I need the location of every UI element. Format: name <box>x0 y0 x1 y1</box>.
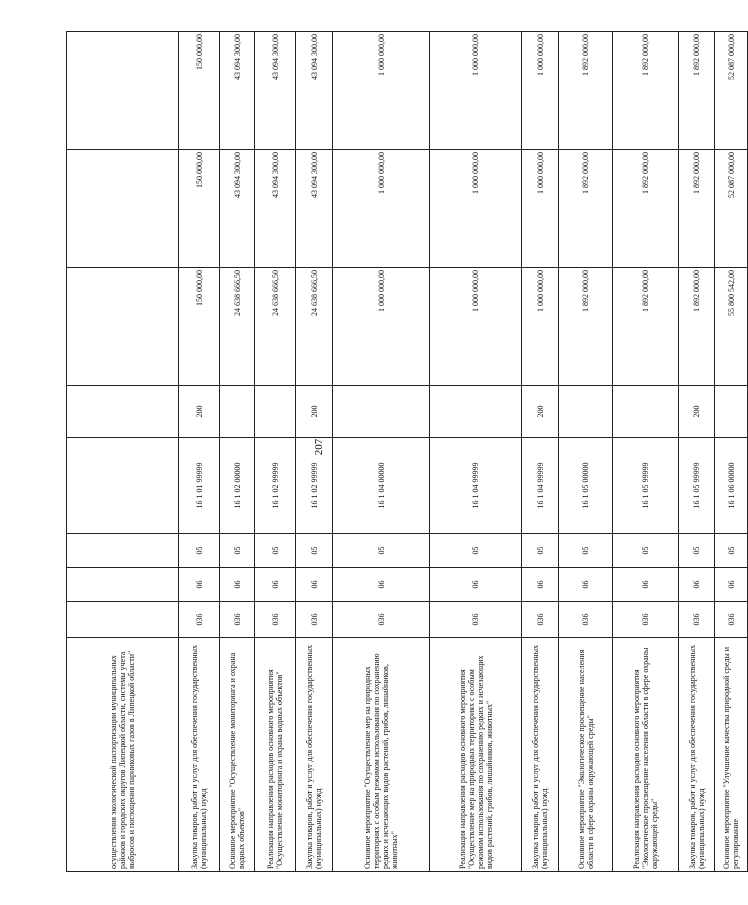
table-row <box>715 32 748 872</box>
table-row <box>430 32 522 872</box>
cell-s2: 43 094 300,00 <box>220 150 255 268</box>
cell-grbs: 036 <box>715 602 748 638</box>
cell-s2: 1 000 000,00 <box>333 150 430 268</box>
cell-s2: 150 000,00 <box>179 150 220 268</box>
cell-csr: 16 1 02 99999 <box>296 438 333 534</box>
cell-csr: 16 1 04 99999 <box>430 438 522 534</box>
cell-name: Закупка товаров, работ и услуг для обеспечения государственных (муниципальных) нужд <box>179 638 220 872</box>
cell-name: Закупка товаров, работ и услуг для обеспечения государственных (муниципальных) нужд <box>679 638 715 872</box>
cell-name: Основное мероприятие "Улучшение качества природной среды и регулирование <box>715 638 748 872</box>
cell-grbs: 036 <box>220 602 255 638</box>
cell-pr <box>67 534 179 568</box>
cell-vr <box>430 386 522 438</box>
cell-rz: 06 <box>220 568 255 602</box>
cell-grbs: 036 <box>296 602 333 638</box>
cell-s2: 1 000 000,00 <box>522 150 559 268</box>
cell-s3: 1 000 000,00 <box>430 32 522 150</box>
cell-vr <box>559 386 613 438</box>
cell-s3: 1 892 000,00 <box>679 32 715 150</box>
cell-s3: 1 000 000,00 <box>522 32 559 150</box>
cell-s1: 1 000 000,00 <box>430 268 522 386</box>
cell-pr: 05 <box>220 534 255 568</box>
cell-s1: 24 638 666,50 <box>255 268 296 386</box>
cell-s2: 43 094 300,00 <box>255 150 296 268</box>
cell-pr: 05 <box>559 534 613 568</box>
cell-name: Реализация направления расходов основного мероприятия "Осуществление мер на природных территориях с особым режимом использования по сохранению редких и исчезающих видов растений, грибов, лишайников, животных" <box>430 638 522 872</box>
table-row <box>613 32 679 872</box>
cell-vr <box>715 386 748 438</box>
cell-grbs: 036 <box>679 602 715 638</box>
cell-s2: 1 892 000,00 <box>559 150 613 268</box>
cell-vr: 200 <box>179 386 220 438</box>
cell-vr <box>255 386 296 438</box>
cell-rz: 06 <box>522 568 559 602</box>
cell-name: Закупка товаров, работ и услуг для обеспечения государственных (муниципальных) нужд <box>296 638 333 872</box>
cell-s3 <box>67 32 179 150</box>
cell-vr <box>613 386 679 438</box>
cell-s2 <box>67 150 179 268</box>
cell-vr <box>220 386 255 438</box>
cell-s2: 1 892 000,00 <box>613 150 679 268</box>
cell-s2: 52 087 000,00 <box>715 150 748 268</box>
cell-rz: 06 <box>296 568 333 602</box>
table-row <box>179 32 220 872</box>
table-row <box>333 32 430 872</box>
cell-name: Основное мероприятие "Экологическое просвещение населения области в сфере охраны окружающей среды" <box>559 638 613 872</box>
table-row <box>220 32 255 872</box>
cell-name: Реализация направления расходов основного мероприятия "Экологическое просвещение населения области в сфере охраны окружающей среды" <box>613 638 679 872</box>
cell-grbs: 036 <box>613 602 679 638</box>
cell-s3: 43 094 300,00 <box>255 32 296 150</box>
cell-s1: 55 800 542,00 <box>715 268 748 386</box>
cell-s3: 1 892 000,00 <box>613 32 679 150</box>
cell-s3: 43 094 300,00 <box>296 32 333 150</box>
cell-pr: 05 <box>333 534 430 568</box>
cell-name: Основное мероприятие "Осуществление мониторинга и охрана водных объектов" <box>220 638 255 872</box>
cell-rz: 06 <box>255 568 296 602</box>
table-row <box>522 32 559 872</box>
cell-name: Основное мероприятие "Осуществление мер на природных территориях с особым режимом использования по сохранению редких и исчезающих видов растений, грибов, лишайников, животных" <box>333 638 430 872</box>
cell-rz: 06 <box>679 568 715 602</box>
cell-grbs: 036 <box>333 602 430 638</box>
cell-vr <box>67 386 179 438</box>
cell-vr: 200 <box>679 386 715 438</box>
cell-grbs <box>67 602 179 638</box>
budget-table <box>66 31 748 872</box>
cell-s2: 1 000 000,00 <box>430 150 522 268</box>
cell-rz: 06 <box>559 568 613 602</box>
cell-csr: 16 1 04 99999 <box>522 438 559 534</box>
cell-grbs: 036 <box>179 602 220 638</box>
cell-rz: 06 <box>179 568 220 602</box>
cell-s1: 24 638 666,50 <box>220 268 255 386</box>
budget-table-wrapper <box>66 32 740 872</box>
cell-s1: 1 892 000,00 <box>679 268 715 386</box>
cell-s2: 43 094 300,00 <box>296 150 333 268</box>
cell-name: осуществления экологической паспортизации муниципальных районов и городских округов Липецкой области, системы учета выбросов и поглощения парниковых газов в Липецкой области" <box>67 638 179 872</box>
cell-s3: 43 094 300,00 <box>220 32 255 150</box>
cell-grbs: 036 <box>255 602 296 638</box>
cell-rz <box>67 568 179 602</box>
cell-name: Закупка товаров, работ и услуг для обеспечения государственных (муниципальных) нужд <box>522 638 559 872</box>
cell-pr: 05 <box>255 534 296 568</box>
cell-pr: 05 <box>430 534 522 568</box>
cell-pr: 05 <box>679 534 715 568</box>
cell-csr: 16 1 05 99999 <box>613 438 679 534</box>
cell-pr: 05 <box>296 534 333 568</box>
cell-grbs: 036 <box>559 602 613 638</box>
cell-s1: 1 892 000,00 <box>559 268 613 386</box>
cell-grbs: 036 <box>522 602 559 638</box>
table-row <box>559 32 613 872</box>
cell-csr: 16 1 05 99999 <box>679 438 715 534</box>
cell-pr: 05 <box>613 534 679 568</box>
cell-vr: 200 <box>522 386 559 438</box>
cell-s1: 24 638 666,50 <box>296 268 333 386</box>
cell-s1: 150 000,00 <box>179 268 220 386</box>
cell-csr: 16 1 05 00000 <box>559 438 613 534</box>
cell-s1: 1 000 000,00 <box>522 268 559 386</box>
cell-csr <box>67 438 179 534</box>
cell-s3: 150 000,00 <box>179 32 220 150</box>
cell-s3: 1 000 000,00 <box>333 32 430 150</box>
cell-name: Реализация направления расходов основного мероприятия "Осуществление мониторинга и охрана водных объектов" <box>255 638 296 872</box>
cell-s2: 1 892 000,00 <box>679 150 715 268</box>
cell-csr: 16 1 04 00000 <box>333 438 430 534</box>
cell-csr: 16 1 01 99999 <box>179 438 220 534</box>
cell-s1 <box>67 268 179 386</box>
cell-pr: 05 <box>715 534 748 568</box>
cell-vr <box>333 386 430 438</box>
cell-rz: 06 <box>430 568 522 602</box>
table-body <box>67 32 748 872</box>
cell-rz: 06 <box>333 568 430 602</box>
cell-pr: 05 <box>522 534 559 568</box>
page-number: 207 <box>313 438 325 456</box>
cell-grbs: 036 <box>430 602 522 638</box>
cell-vr: 200 <box>296 386 333 438</box>
cell-s3: 52 087 000,00 <box>715 32 748 150</box>
cell-csr: 16 1 02 99999 <box>255 438 296 534</box>
cell-rz: 06 <box>613 568 679 602</box>
cell-s1: 1 892 000,00 <box>613 268 679 386</box>
table-row <box>255 32 296 872</box>
cell-pr: 05 <box>179 534 220 568</box>
table-row <box>679 32 715 872</box>
table-row <box>296 32 333 872</box>
cell-rz: 06 <box>715 568 748 602</box>
cell-csr: 16 1 06 00000 <box>715 438 748 534</box>
table-row <box>67 32 179 872</box>
cell-csr: 16 1 02 00000 <box>220 438 255 534</box>
cell-s3: 1 892 000,00 <box>559 32 613 150</box>
cell-s1: 1 000 000,00 <box>333 268 430 386</box>
